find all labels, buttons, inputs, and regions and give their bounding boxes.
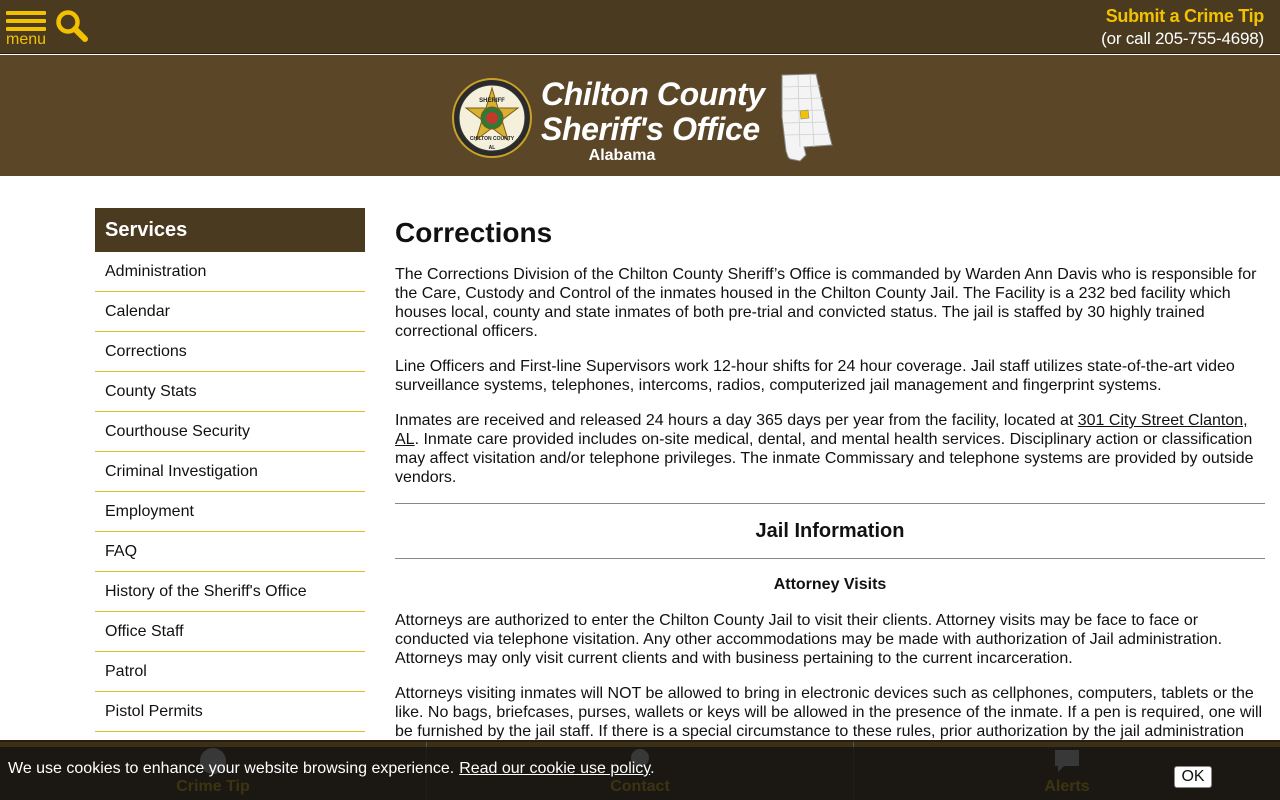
cookie-ok-button[interactable]: OK	[1174, 766, 1212, 788]
sidebar-item-pistol-permits[interactable]: Pistol Permits	[95, 692, 365, 732]
sidebar-item-courthouse-security[interactable]: Courthouse Security	[95, 412, 365, 452]
paragraph-attorney-rules: Attorneys visiting inmates will NOT be allowed to bring in electronic devices such as cellphones, computers, tablets or the like. No bags, briefcases, purses, wallets or keys will be allowed in the presence of the inmate. If a pen is required, one will be furnished by the jail staff. If there is a special circumstance to these rules, prior authorization by the jail administration	[395, 685, 1263, 740]
submit-crime-tip-link[interactable]: Submit a Crime Tip	[1105, 6, 1264, 26]
search-icon	[55, 9, 89, 43]
sheriff-seal-logo[interactable]	[452, 78, 532, 158]
top-bar	[0, 0, 1280, 54]
section-title-jail-information: Jail Information	[755, 520, 905, 542]
svg-text:SHERIFF: SHERIFF	[479, 98, 505, 104]
cookie-message	[8, 760, 655, 778]
paragraph-attorney-visits: Attorneys are authorized to enter the Chilton County Jail to visit their clients. Attorney visits may be face to face or conducted via telephone visitation. Any other accommodations may be made with authorization of Jail administration. Attorneys may only visit current clients and with business pertaining to the current incarceration.	[395, 612, 1223, 667]
crime-tip-phone: (or call 205-755-4698)	[1101, 29, 1264, 48]
sidebar-item-calendar[interactable]: Calendar	[95, 292, 365, 332]
paragraph-intro: The Corrections Division of the Chilton County Sheriff’s Office is commanded by Warden Ann Davis who is responsible for the Care, Custody and Control of the inmates housed in the Chilton County Jail. The Facility is a 232 bed facility which houses local, county and state inmates of both pre-trial and convicted status. The jail is staffed by 30 highly trained correctional officers.	[395, 266, 1257, 340]
site-title-line-2: Sheriff's Office	[541, 111, 760, 147]
menu-button[interactable]	[5, 9, 47, 49]
svg-text:AL: AL	[488, 145, 496, 151]
subsection-title-attorney-visits: Attorney Visits	[773, 576, 887, 593]
cookie-suffix: .	[650, 760, 655, 777]
paragraph-inmates	[395, 411, 1265, 487]
sidebar-item-administration[interactable]: Administration	[95, 252, 365, 292]
sidebar-item-faq[interactable]: FAQ	[95, 532, 365, 572]
address-link[interactable]: 301 City Street Clanton, AL	[395, 412, 1248, 448]
page-title: Corrections	[395, 217, 553, 248]
site-title-line-1: Chilton County	[541, 76, 765, 112]
search-button[interactable]	[55, 9, 89, 43]
sidebar-heading: Services	[95, 208, 365, 252]
sidebar-item-corrections[interactable]: Corrections	[95, 332, 365, 372]
paragraph-inmates-text-2: . Inmate care provided includes on-site medical, dental, and mental health services. Disciplinary action or classification may affect visitation and/or telephone privileges. The inmate Commissary and telephone systems are provided by outside vendors.	[395, 431, 1254, 486]
menu-label: menu	[6, 31, 47, 48]
sidebar-item-county-stats[interactable]: County Stats	[95, 372, 365, 412]
section-divider-bottom	[395, 558, 1265, 559]
sidebar-nav	[95, 208, 365, 732]
paragraph-shifts: Line Officers and First-line Supervisors work 12-hour shifts for 24 hour coverage. Jail staff utilizes state-of-the-art video surveillance systems, telephones, intercoms, radios, computerized jail management and fingerprint systems.	[395, 358, 1235, 394]
sidebar-item-history[interactable]: History of the Sheriff's Office	[95, 572, 365, 612]
main-content	[395, 208, 1265, 757]
paragraph-inmates-text-1: Inmates are received and released 24 hours a day 365 days per year from the facility, located at	[395, 412, 1078, 429]
sidebar-item-criminal-investigation[interactable]: Criminal Investigation	[95, 452, 365, 492]
hamburger-icon-bar-2	[6, 19, 46, 23]
sidebar-item-office-staff[interactable]: Office Staff	[95, 612, 365, 652]
site-subtitle: Alabama	[588, 147, 656, 164]
cookie-banner	[0, 747, 1280, 800]
alabama-map-icon	[776, 73, 834, 165]
cookie-text: We use cookies to enhance your website browsing experience.	[8, 760, 455, 777]
hamburger-icon	[6, 11, 46, 15]
cookie-policy-link[interactable]: Read our cookie use policy	[459, 760, 651, 777]
sidebar-item-patrol[interactable]: Patrol	[95, 652, 365, 692]
crime-tip-block	[1101, 6, 1264, 49]
svg-text:CHILTON COUNTY: CHILTON COUNTY	[469, 136, 515, 142]
site-title[interactable]	[541, 77, 771, 165]
site-header	[0, 55, 1280, 176]
sidebar-item-employment[interactable]: Employment	[95, 492, 365, 532]
